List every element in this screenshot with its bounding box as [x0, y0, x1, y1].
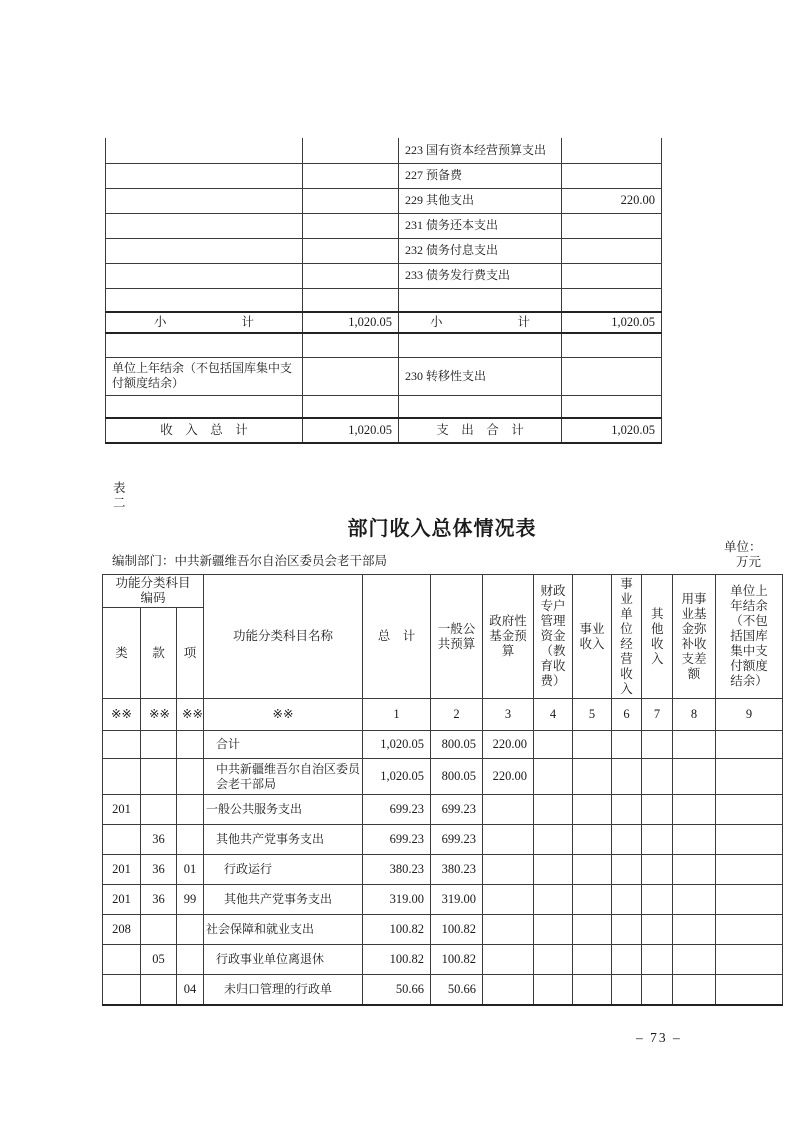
unit-note: [724, 540, 784, 570]
expense-label-cell: [399, 395, 562, 418]
header-carryover: 单位上年结余（不包括国库集中支付额度结余）: [716, 575, 783, 699]
cell-kuan: [141, 759, 177, 795]
carryover-row: [106, 357, 662, 395]
income-label-cell: [106, 213, 303, 238]
cell-lei: 201: [103, 795, 141, 825]
cell-total: 699.23: [363, 825, 431, 855]
expense-value-cell: [562, 213, 662, 238]
col-index-7: 7: [642, 699, 673, 731]
expense-value-cell: [562, 163, 662, 188]
cell-empty: [612, 795, 642, 825]
cell-empty: [642, 731, 673, 759]
cell-empty: [612, 731, 642, 759]
header-xiang: 项: [177, 608, 204, 699]
data-row: [103, 885, 783, 915]
cell-name: 行政运行: [204, 855, 363, 885]
income-total-label: 收 入 总 计: [106, 418, 303, 443]
cell-empty: [612, 915, 642, 945]
cell-empty: [716, 855, 783, 885]
cell-name: 其他共产党事务支出: [204, 885, 363, 915]
cell-general: 800.05: [431, 759, 483, 795]
cell-gov-fund: [483, 945, 534, 975]
cell-empty: [642, 885, 673, 915]
header-kuan: 款: [141, 608, 177, 699]
cell-name: 合计: [204, 731, 363, 759]
income-total-value: 1,020.05: [303, 418, 399, 443]
carryover-value-cell: [303, 357, 399, 395]
col-index-4: 4: [534, 699, 573, 731]
cell-gov-fund: 220.00: [483, 759, 534, 795]
expense-label-cell: 229 其他支出: [399, 188, 562, 213]
cell-kuan: [141, 731, 177, 759]
expense-value-cell: 220.00: [562, 188, 662, 213]
cell-empty: [612, 975, 642, 1006]
cell-xiang: [177, 795, 204, 825]
income-value-cell: [303, 288, 399, 312]
cell-kuan: 36: [141, 885, 177, 915]
cell-empty: [716, 975, 783, 1006]
cell-general: 800.05: [431, 731, 483, 759]
cell-empty: [534, 731, 573, 759]
expense-value-cell: [562, 333, 662, 357]
transfer-expense-label: 230 转移性支出: [399, 357, 562, 395]
income-value-cell: [303, 188, 399, 213]
cell-empty: [673, 731, 716, 759]
income-label-cell: [106, 163, 303, 188]
cell-name: 未归口管理的行政单: [204, 975, 363, 1006]
cell-empty: [534, 855, 573, 885]
header-gov-fund: 政府性基金预算: [483, 575, 534, 699]
cell-gov-fund: [483, 855, 534, 885]
cell-empty: [673, 795, 716, 825]
cell-general: 380.23: [431, 855, 483, 885]
cell-empty: [534, 975, 573, 1006]
income-overview-table: [102, 574, 783, 1006]
cell-xiang: 99: [177, 885, 204, 915]
prepared-by-label: 编制部门：中共新疆维吾尔自治区委员会老干部局: [112, 554, 388, 568]
cell-empty: [673, 855, 716, 885]
cell-lei: 208: [103, 915, 141, 945]
cell-empty: [673, 885, 716, 915]
cell-empty: [673, 945, 716, 975]
cell-lei: [103, 975, 141, 1006]
cell-empty: [612, 825, 642, 855]
cell-empty: [642, 855, 673, 885]
cell-general: 319.00: [431, 885, 483, 915]
income-subtotal-label: 小 计: [106, 312, 303, 333]
cell-xiang: [177, 759, 204, 795]
expense-label-cell: 232 债务付息支出: [399, 238, 562, 263]
data-row: [103, 915, 783, 945]
cell-empty: [534, 825, 573, 855]
header-lei: 类: [103, 608, 141, 699]
cell-total: 50.66: [363, 975, 431, 1006]
expense-label-cell: [399, 333, 562, 357]
expenditure-detail-table: [105, 138, 662, 444]
marker-name: ※※: [204, 699, 363, 731]
cell-empty: [573, 915, 612, 945]
col-index-1: 1: [363, 699, 431, 731]
page-number: – 73 –: [636, 1030, 682, 1045]
cell-xiang: [177, 915, 204, 945]
cell-kuan: 36: [141, 855, 177, 885]
cell-lei: 201: [103, 885, 141, 915]
expense-value-cell: [562, 138, 662, 163]
cell-empty: [534, 915, 573, 945]
expense-label-cell: 227 预备费: [399, 163, 562, 188]
unit-label: 单位：: [724, 540, 762, 554]
cell-gov-fund: [483, 885, 534, 915]
cell-general: 699.23: [431, 795, 483, 825]
cell-empty: [612, 759, 642, 795]
cell-empty: [534, 795, 573, 825]
cell-total: 699.23: [363, 795, 431, 825]
expense-total-label: 支 出 合 计: [399, 418, 562, 443]
cell-empty: [612, 945, 642, 975]
header-row-top: [103, 575, 783, 608]
header-fund-makeup: 用事业基金弥补收支差额: [673, 575, 716, 699]
cell-empty: [534, 945, 573, 975]
header-other-income: 其他收入: [642, 575, 673, 699]
cell-empty: [642, 945, 673, 975]
cell-lei: [103, 731, 141, 759]
cell-lei: 201: [103, 855, 141, 885]
data-row: [103, 825, 783, 855]
cell-total: 1,020.05: [363, 759, 431, 795]
cell-xiang: 04: [177, 975, 204, 1006]
cell-empty: [642, 975, 673, 1006]
cell-kuan: 05: [141, 945, 177, 975]
data-row: [103, 795, 783, 825]
cell-empty: [534, 885, 573, 915]
expense-value-cell: [562, 238, 662, 263]
cell-empty: [573, 795, 612, 825]
table-row: [106, 238, 662, 263]
cell-name: 行政事业单位离退休: [204, 945, 363, 975]
cell-total: 319.00: [363, 885, 431, 915]
cell-general: 699.23: [431, 825, 483, 855]
column-index-row: [103, 699, 783, 731]
cell-kuan: 36: [141, 825, 177, 855]
cell-name: 中共新疆维吾尔自治区委员会老干部局: [204, 759, 363, 795]
data-row-total: [103, 731, 783, 759]
income-label-cell: [106, 238, 303, 263]
cell-name: 社会保障和就业支出: [204, 915, 363, 945]
col-index-3: 3: [483, 699, 534, 731]
income-subtotal-value: 1,020.05: [303, 312, 399, 333]
table-row: [106, 263, 662, 288]
expense-label-cell: [399, 288, 562, 312]
unit-value: 万元: [736, 555, 762, 569]
income-value-cell: [303, 213, 399, 238]
cell-empty: [673, 759, 716, 795]
cell-kuan: [141, 915, 177, 945]
expense-subtotal-label: 小 计: [399, 312, 562, 333]
col-index-5: 5: [573, 699, 612, 731]
expense-label-cell: 223 国有资本经营预算支出: [399, 138, 562, 163]
cell-gov-fund: [483, 915, 534, 945]
table-row: [106, 288, 662, 312]
expense-subtotal-value: 1,020.05: [562, 312, 662, 333]
data-row: [103, 855, 783, 885]
cell-xiang: [177, 825, 204, 855]
data-row: [103, 975, 783, 1006]
cell-general: 100.82: [431, 945, 483, 975]
expense-label-cell: 233 债务发行费支出: [399, 263, 562, 288]
cell-empty: [673, 915, 716, 945]
cell-empty: [642, 759, 673, 795]
cell-empty: [573, 945, 612, 975]
col-index-6: 6: [612, 699, 642, 731]
cell-total: 100.82: [363, 945, 431, 975]
income-value-cell: [303, 263, 399, 288]
cell-general: 50.66: [431, 975, 483, 1006]
cell-empty: [573, 731, 612, 759]
col-index-2: 2: [431, 699, 483, 731]
cell-xiang: [177, 731, 204, 759]
income-label-cell: [106, 288, 303, 312]
cell-xiang: [177, 945, 204, 975]
cell-total: 1,020.05: [363, 731, 431, 759]
cell-xiang: 01: [177, 855, 204, 885]
income-value-cell: [303, 238, 399, 263]
page-title: 部门收入总体情况表: [347, 518, 537, 540]
table-row: [106, 213, 662, 238]
income-value-cell: [303, 138, 399, 163]
cell-empty: [534, 759, 573, 795]
cell-empty: [612, 885, 642, 915]
header-general-budget: 一般公共预算: [431, 575, 483, 699]
cell-name: 一般公共服务支出: [204, 795, 363, 825]
subtotal-row: [106, 312, 662, 333]
cell-empty: [642, 915, 673, 945]
cell-empty: [573, 855, 612, 885]
table-row: [106, 333, 662, 357]
income-value-cell: [303, 333, 399, 357]
cell-gov-fund: [483, 975, 534, 1006]
expense-label-cell: 231 债务还本支出: [399, 213, 562, 238]
cell-total: 100.82: [363, 915, 431, 945]
income-value-cell: [303, 395, 399, 418]
header-business-operation: 事业单位经营收入: [612, 575, 642, 699]
cell-empty: [573, 825, 612, 855]
header-total: 总 计: [363, 575, 431, 699]
data-row: [103, 945, 783, 975]
table-row: [106, 395, 662, 418]
cell-gov-fund: 220.00: [483, 731, 534, 759]
cell-empty: [716, 759, 783, 795]
income-label-cell: [106, 138, 303, 163]
income-label-cell: [106, 188, 303, 213]
income-label-cell: [106, 263, 303, 288]
marker-kuan: ※※: [141, 699, 177, 731]
marker-xiang: ※※: [177, 699, 204, 731]
cell-empty: [612, 855, 642, 885]
cell-empty: [716, 795, 783, 825]
income-value-cell: [303, 163, 399, 188]
expense-total-value: 1,020.05: [562, 418, 662, 443]
expense-value-cell: [562, 395, 662, 418]
cell-empty: [573, 975, 612, 1006]
cell-empty: [573, 885, 612, 915]
header-name: 功能分类科目名称: [204, 575, 363, 699]
data-row-unit: [103, 759, 783, 795]
cell-kuan: [141, 795, 177, 825]
cell-lei: [103, 945, 141, 975]
marker-lei: ※※: [103, 699, 141, 731]
cell-empty: [716, 731, 783, 759]
income-label-cell: [106, 333, 303, 357]
income-label-cell: [106, 395, 303, 418]
header-business-income: 事业收入: [573, 575, 612, 699]
cell-empty: [673, 825, 716, 855]
cell-kuan: [141, 975, 177, 1006]
expense-value-cell: [562, 288, 662, 312]
carryover-label-cell: 单位上年结余（不包括国库集中支付额度结余）: [106, 357, 303, 395]
cell-empty: [642, 825, 673, 855]
expense-value-cell: [562, 263, 662, 288]
table-row: [106, 163, 662, 188]
header-fiscal-account: 财政专户管理资金（教育收费）: [534, 575, 573, 699]
cell-empty: [716, 945, 783, 975]
cell-name: 其他共产党事务支出: [204, 825, 363, 855]
table-number-label: 表二: [113, 481, 126, 510]
table-row: [106, 138, 662, 163]
col-index-8: 8: [673, 699, 716, 731]
cell-total: 380.23: [363, 855, 431, 885]
cell-empty: [673, 975, 716, 1006]
cell-general: 100.82: [431, 915, 483, 945]
col-index-9: 9: [716, 699, 783, 731]
cell-empty: [716, 915, 783, 945]
cell-lei: [103, 825, 141, 855]
transfer-expense-value: [562, 357, 662, 395]
grand-total-row: [106, 418, 662, 443]
cell-empty: [573, 759, 612, 795]
header-code-group: 功能分类科目编码: [103, 575, 204, 608]
cell-gov-fund: [483, 795, 534, 825]
cell-empty: [716, 825, 783, 855]
cell-empty: [716, 885, 783, 915]
cell-lei: [103, 759, 141, 795]
table-row: [106, 188, 662, 213]
cell-gov-fund: [483, 825, 534, 855]
cell-empty: [642, 795, 673, 825]
